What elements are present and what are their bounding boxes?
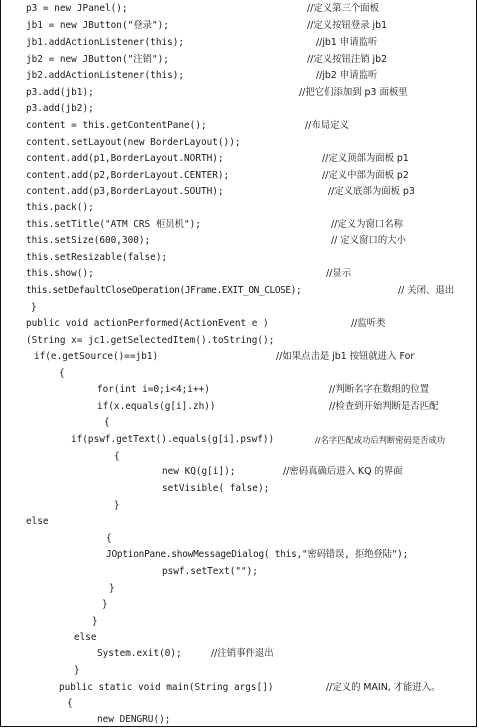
code-line: } — [114, 500, 120, 511]
code-comment: //定义底部为面板 p3 — [328, 186, 415, 197]
code-line: new KQ(g[i]); — [162, 466, 236, 477]
code-comment: //定义按钮登录 jb1 — [307, 20, 388, 31]
code-line: jb2.addActionListener(this); — [26, 70, 185, 81]
code-line: if(e.getSource()==jb1) — [34, 351, 159, 362]
code-line: if(x.equals(g[i].zh)) — [97, 401, 216, 412]
code-line: for(int i=0;i<4;i++) — [97, 384, 210, 395]
code-line: p3.add(jb2); — [26, 103, 94, 114]
code-comment: //定义按钮注销 jb2 — [307, 54, 388, 65]
code-comment: //检查到开始判断是否匹配 — [329, 401, 439, 412]
code-line: content.setLayout(new BorderLayout()); — [26, 137, 241, 148]
code-comment: // 定义窗口的大小 — [331, 235, 406, 246]
code-comment: //jb1 申请监听 — [316, 37, 378, 48]
code-comment: //密码真确后进入 KQ 的界面 — [283, 466, 403, 477]
code-comment: //把它们添加到 p3 面板里 — [299, 87, 408, 98]
code-line: jb1 = new JButton("登录"); — [26, 20, 169, 31]
code-line: } — [102, 599, 108, 610]
code-comment: //定义的 MAIN, 才能进入。 — [326, 682, 441, 693]
code-line: jb1.addActionListener(this); — [26, 37, 185, 48]
code-comment: //判断名字在数组的位置 — [329, 384, 430, 395]
code-line: } — [92, 616, 98, 627]
code-line: this.setResizable(false); — [26, 252, 168, 263]
code-line: p3.add(jb1); — [26, 87, 94, 98]
code-line: { — [104, 417, 110, 428]
code-line: content.add(p1,BorderLayout.NORTH); — [26, 153, 224, 164]
code-comment: //注销事件退出 — [211, 648, 274, 659]
code-line: { — [114, 451, 120, 462]
code-line: } — [74, 665, 80, 676]
code-line: { — [67, 698, 73, 709]
code-comment: //监听类 — [351, 318, 386, 329]
code-line: else — [26, 516, 49, 527]
code-line: { — [106, 533, 112, 544]
code-comment: //显示 — [326, 268, 352, 279]
code-line: System.exit(0); — [97, 648, 182, 659]
code-line: public static void main(String args[]) — [59, 682, 274, 693]
code-comment: //布局定义 — [305, 120, 349, 131]
code-line: content = this.getContentPane(); — [26, 120, 207, 131]
code-comment: //jb2 申请监听 — [316, 70, 378, 81]
code-line: this.show(); — [26, 268, 94, 279]
code-line: this.setDefaultCloseOperation(JFrame.EXIT_ON_CLOSE); — [26, 285, 302, 296]
code-line: content.add(p2,BorderLayout.CENTER); — [26, 170, 230, 181]
code-comment: //定义顶部为面板 p1 — [322, 153, 409, 164]
code-line: new DENGRU(); — [97, 714, 171, 725]
code-comment: //名字匹配成功后判断密码是否成功 — [315, 435, 446, 445]
code-line: this.setTitle("ATM CRS 柜员机"); — [26, 219, 201, 230]
code-comment: //如果点击是 jb1 按钮就进入 For — [276, 351, 415, 362]
code-line: (String x= jc1.getSelectedItem().toString(); — [26, 335, 275, 346]
code-line: this.setSize(600,300); — [26, 235, 151, 246]
code-line: setVisible( false); — [162, 483, 270, 494]
code-line: content.add(p3,BorderLayout.SOUTH); — [26, 186, 224, 197]
code-comment: //定义为窗口名称 — [331, 219, 403, 230]
code-line: JOptionPane.showMessageDialog( this,"密码错误, 拒绝登陆"); — [106, 549, 409, 560]
code-comment: //定义中部为面板 p2 — [322, 170, 409, 181]
code-line: } — [31, 302, 37, 313]
code-comment: //定义第三个面板 — [307, 3, 379, 14]
code-line: this.pack(); — [26, 202, 94, 213]
code-line: jb2 = new JButton("注销"); — [26, 54, 169, 65]
code-line: { — [59, 368, 65, 379]
code-line: else — [74, 632, 97, 643]
code-line: p3 = new JPanel(); — [26, 3, 128, 14]
code-line: if(pswf.getText().equals(g[i].pswf)) — [71, 434, 275, 445]
code-line: public void actionPerformed(ActionEvent e ) — [26, 318, 269, 329]
code-line: pswf.setText(""); — [162, 566, 258, 577]
code-comment: // 关闭、退出 — [398, 285, 455, 296]
code-line: } — [109, 583, 115, 594]
